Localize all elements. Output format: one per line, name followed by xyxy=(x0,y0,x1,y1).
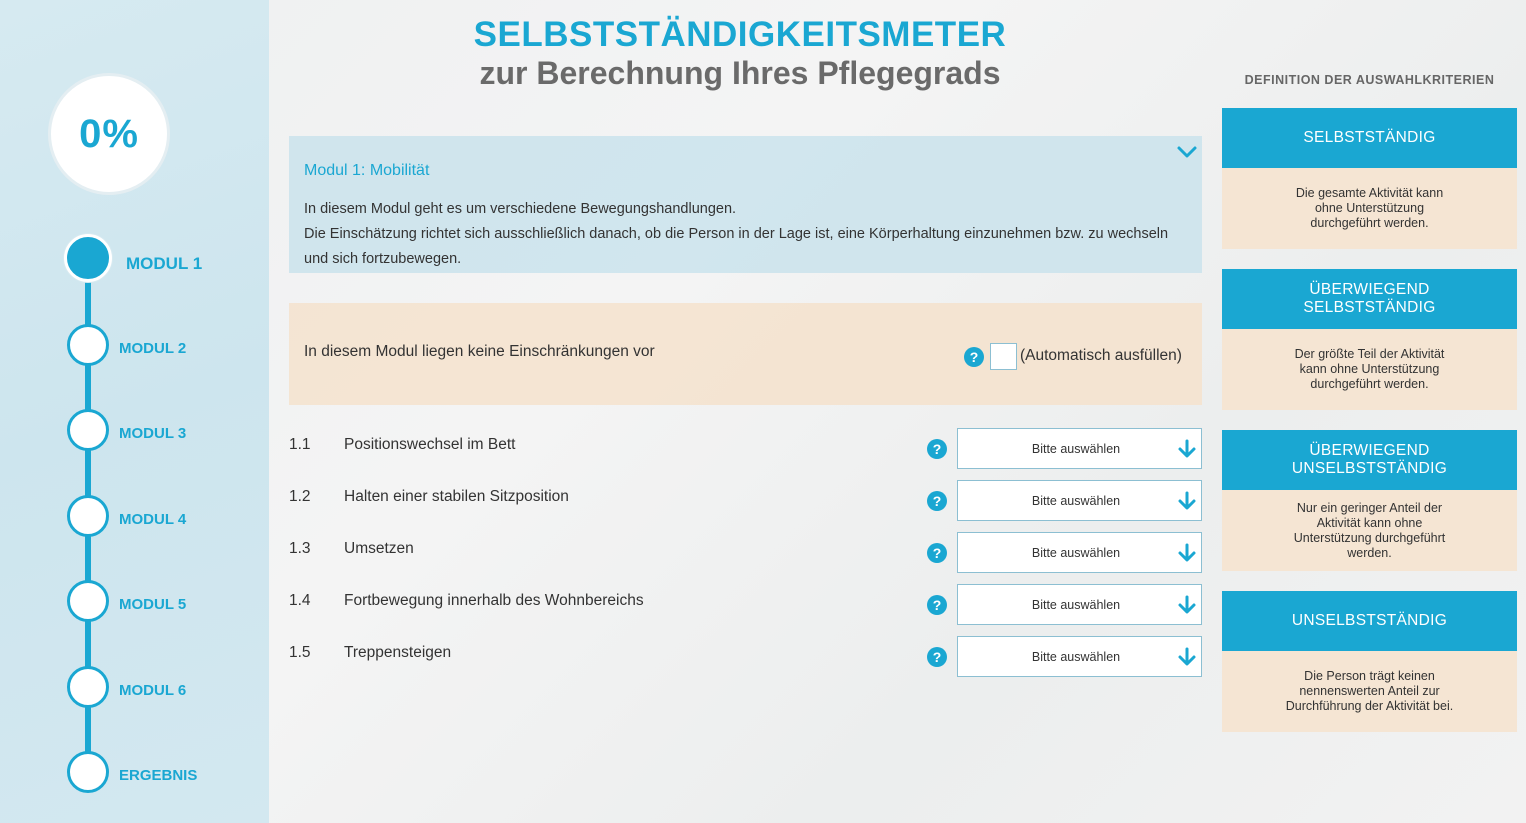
rating-select[interactable] xyxy=(957,636,1202,677)
question-text: Fortbewegung innerhalb des Wohnbereichs xyxy=(344,592,644,609)
module-description-line-1: In diesem Modul geht es um verschiedene Bewegungshandlungen. xyxy=(304,201,737,217)
question-circle-icon[interactable]: ? xyxy=(927,647,947,667)
rating-select[interactable] xyxy=(957,428,1202,469)
question-row xyxy=(289,592,1202,632)
arrow-down-icon xyxy=(1177,543,1197,563)
step-label: ERGEBNIS xyxy=(119,767,198,784)
step-label: MODUL 5 xyxy=(119,596,187,613)
step-modul-6[interactable] xyxy=(0,666,269,712)
auto-fill-checkbox[interactable] xyxy=(990,343,1017,370)
definition-card-head-line: SELBSTSTÄNDIG xyxy=(1303,299,1436,316)
question-row xyxy=(289,488,1202,528)
question-number: 1.4 xyxy=(289,592,311,609)
step-modul-3[interactable] xyxy=(0,409,269,455)
step-modul-2[interactable] xyxy=(0,324,269,370)
question-number: 1.3 xyxy=(289,540,311,557)
no-restrictions-panel xyxy=(289,303,1202,405)
question-circle-icon[interactable]: ? xyxy=(927,439,947,459)
step-label: MODUL 2 xyxy=(119,340,187,357)
select-value: Bitte auswählen xyxy=(1031,650,1121,664)
arrow-down-icon xyxy=(1177,439,1197,459)
question-row xyxy=(289,540,1202,580)
module-title: Modul 1: Mobilität xyxy=(304,162,430,179)
chevron-down-icon[interactable] xyxy=(1176,140,1198,162)
step-label: MODUL 3 xyxy=(119,425,187,442)
question-number: 1.5 xyxy=(289,644,311,661)
progress-indicator xyxy=(48,73,170,195)
module-description-line-2: Die Einschätzung richtet sich ausschließlich danach, ob die Person in der Lage ist, eine Körperhaltung einzunehmen bzw. zu wechseln und sich fortzubewegen. xyxy=(304,226,1169,267)
step-modul-1[interactable] xyxy=(0,235,269,281)
question-number: 1.2 xyxy=(289,488,311,505)
definition-card-head-line: SELBSTSTÄNDIG xyxy=(1303,129,1436,146)
definitions-title: DEFINITION DER AUSWAHLKRITERIEN xyxy=(1244,73,1495,87)
no-restrictions-text: In diesem Modul liegen keine Einschränkungen vor xyxy=(304,343,655,360)
page-subtitle: zur Berechnung Ihres Pflegegrads xyxy=(479,55,1001,91)
step-node-active xyxy=(64,234,112,282)
definition-card-body: Der größte Teil der Aktivität kann ohne Unterstützung durchgeführt werden. xyxy=(1222,329,1517,410)
step-node xyxy=(67,751,109,793)
arrow-down-icon xyxy=(1177,491,1197,511)
sidebar xyxy=(0,0,269,823)
question-circle-icon[interactable]: ? xyxy=(927,543,947,563)
question-row xyxy=(289,644,1202,684)
step-node xyxy=(67,580,109,622)
definition-card-head-line: UNSELBSTSTÄNDIG xyxy=(1291,460,1448,477)
definition-card-unselbststaendig xyxy=(1222,591,1517,732)
rating-select[interactable] xyxy=(957,532,1202,573)
auto-fill-label[interactable]: (Automatisch ausfüllen) xyxy=(1020,347,1182,364)
step-modul-5[interactable] xyxy=(0,580,269,626)
step-node xyxy=(67,495,109,537)
select-value: Bitte auswählen xyxy=(1031,442,1121,456)
step-node xyxy=(67,409,109,451)
arrow-down-icon xyxy=(1177,647,1197,667)
definition-card-head xyxy=(1222,430,1517,490)
definition-card-head-line: ÜBERWIEGEND xyxy=(1309,281,1430,298)
select-value: Bitte auswählen xyxy=(1031,546,1121,560)
definition-card-ueberwiegend-selbststaendig xyxy=(1222,269,1517,410)
step-modul-4[interactable] xyxy=(0,495,269,541)
definition-card-head-line: ÜBERWIEGEND xyxy=(1309,442,1430,459)
definition-card-body: Die Person trägt keinen nennenswerten Anteil zur Durchführung der Aktivität bei. xyxy=(1222,651,1517,732)
question-row xyxy=(289,436,1202,476)
question-number: 1.1 xyxy=(289,436,311,453)
module-description xyxy=(304,197,1184,272)
question-text: Treppensteigen xyxy=(344,644,452,661)
step-label: MODUL 4 xyxy=(119,511,187,528)
step-node xyxy=(67,324,109,366)
definition-card-head xyxy=(1222,108,1517,168)
question-circle-icon[interactable]: ? xyxy=(927,491,947,511)
progress-value: 0% xyxy=(79,111,139,156)
step-label: MODUL 1 xyxy=(126,254,203,273)
definition-card-ueberwiegend-unselbststaendig xyxy=(1222,430,1517,571)
question-circle-icon[interactable]: ? xyxy=(964,347,984,367)
step-ergebnis[interactable] xyxy=(0,751,269,797)
definition-card-body: Die gesamte Aktivität kann ohne Unterstützung durchgeführt werden. xyxy=(1222,168,1517,249)
select-value: Bitte auswählen xyxy=(1031,494,1121,508)
step-label: MODUL 6 xyxy=(119,682,187,699)
page-title: SELBSTSTÄNDIGKEITSMETER xyxy=(473,15,1007,54)
question-text: Halten einer stabilen Sitzposition xyxy=(344,488,569,505)
definition-card-head-line: UNSELBSTSTÄNDIG xyxy=(1291,612,1448,629)
definition-card-body: Nur ein geringer Anteil der Aktivität kann ohne Unterstützung durchgeführt werden. xyxy=(1222,490,1517,571)
definition-card-head xyxy=(1222,269,1517,329)
select-value: Bitte auswählen xyxy=(1031,598,1121,612)
question-text: Positionswechsel im Bett xyxy=(344,436,516,453)
definition-card-selbststaendig xyxy=(1222,108,1517,249)
question-circle-icon[interactable]: ? xyxy=(927,595,947,615)
arrow-down-icon xyxy=(1177,595,1197,615)
step-node xyxy=(67,666,109,708)
rating-select[interactable] xyxy=(957,584,1202,625)
rating-select[interactable] xyxy=(957,480,1202,521)
question-text: Umsetzen xyxy=(344,540,414,557)
module-intro-panel xyxy=(289,136,1202,273)
definition-card-head xyxy=(1222,591,1517,651)
